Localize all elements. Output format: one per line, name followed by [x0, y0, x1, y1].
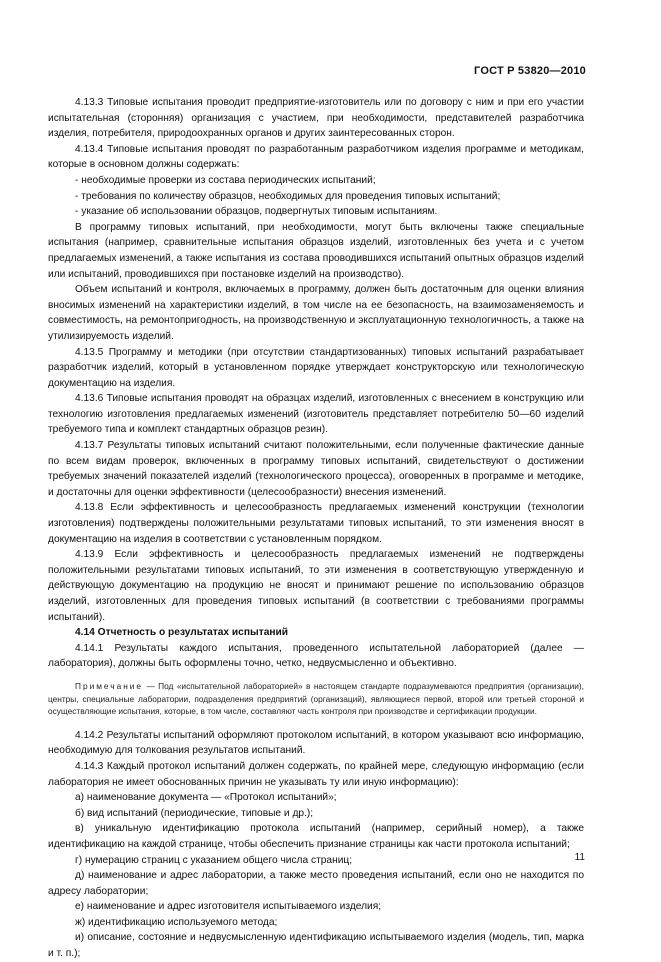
paragraph-4-13-9: 4.13.9 Если эффективность и целесообразность предлагаемых изменений не подтверждены положительными результатами типовых испытаний, то эти изменения в соответствующую утвержденную и действующую документацию на продукцию не вносят и принимают решение по использованию образцов изделий, изготовленных для проведения типовых испытаний (в соответствии с требованиями программы испытаний). — [48, 549, 584, 623]
note — [48, 680, 584, 718]
paragraph-4-13-6: 4.13.6 Типовые испытания проводят на образцах изделий, изготовленных с внесением в конструкцию или технологию изготовления предлагаемых изменений (изготовитель представляет потребителю 50—60 изделий требуемого типа и комплект стандартных образцов резин). — [48, 393, 584, 436]
paragraph-program: В программу типовых испытаний, при необходимости, могут быть включены также специальные испытания (например, сравнительные испытания образцов изделий, изготовленных без учета и с учетом предлагаемых изменений, а также испытания из состава проводившихся испытаний опытных образцов изделий или испытаний, проводившихся при постановке изделий на производство). — [48, 221, 584, 280]
paragraph-volume: Объем испытаний и контроля, включаемых в программу, должен быть достаточным для оценки влияния вносимых изменений на характеристики изделий, в том числе на ее безопасность, на взаимозаменяемость и совместимость, на ремонтопригодность, на производственную и эксплуатационную технологичность, а также на утилизируемость изделий. — [48, 284, 584, 342]
list-item: в) уникальную идентификацию протокола испытаний (например, серийный номер), а также идентификацию на каждой странице, чтобы обеспечить признание страницы как части протокола испытаний; — [48, 823, 584, 850]
paragraph-4-14-2: 4.14.2 Результаты испытаний оформляют протоколом испытаний, в котором указывают всю информацию, необходимую для толкования результатов испытаний. — [48, 729, 584, 757]
list-item: г) нумерацию страниц с указанием общего числа страниц; — [75, 854, 353, 866]
list-item: а) наименование документа — «Протокол испытаний»; — [75, 792, 337, 804]
note-text: — Под «испытательной лабораторией» в настоящем стандарте подразумеваются предприятия (организации), центры, специальные лаборатории, подразделения предприятий (организаций), являющиеся первой, второй или третьей стороной и осуществляющие испытания, которые, в том числе, составляют часть контроля при производстве и сертификации продукции. — [48, 680, 584, 717]
list-item: - необходимые проверки из состава периодических испытаний; — [75, 174, 376, 186]
paragraph-4-13-7: 4.13.7 Результаты типовых испытаний считают положительными, если полученные фактические данные по всем видам проверок, включенных в программу типовых испытаний, свидетельствуют о достижении требуемых значений показателей изделий (технологического процесса), оговоренных в программе и методике, и достаточны для оценки эффективности (целесообразности) внесения изменений. — [48, 440, 584, 498]
note-label: Примечание — [75, 680, 144, 691]
list-item: е) наименование и адрес изготовителя испытываемого изделия; — [75, 901, 382, 913]
paragraph-4-14-3: 4.14.3 Каждый протокол испытаний должен содержать, по крайней мере, следующую информацию (если лаборатория не имеет обоснованных причин не указывать ту или иную информацию): — [48, 760, 584, 788]
standard-header: ГОСТ Р 53820—2010 — [474, 65, 586, 77]
list-item: - указание об использовании образцов, подвергнутых типовым испытаниям. — [75, 206, 438, 218]
section-heading-4-14: 4.14 Отчетность о результатах испытаний — [75, 627, 289, 639]
list-item: ж) идентификацию используемого метода; — [75, 916, 278, 928]
paragraph-4-13-8: 4.13.8 Если эффективность и целесообразность предлагаемых изменений конструкции (технологии изготовления) подтверждены положительными результатами типовых испытаний, то эти изменения вносят в документацию на изделия в соответствии с установленным порядком. — [48, 502, 584, 545]
list-item: д) наименование и адрес лаборатории, а также место проведения испытаний, если оно не находится по адресу лаборатории; — [48, 870, 584, 897]
paragraph-4-13-3: 4.13.3 Типовые испытания проводит предприятие-изготовитель или по договору с ним и при его участии испытательная (сторонняя) организация с участием, при необходимости, представителей разработчика изделия, потребителя, природоохранных органов и других заинтересованных сторон. — [48, 97, 584, 140]
paragraph-4-14-1: 4.14.1 Результаты каждого испытания, проведенного испытательной лабораторией (далее — лаборатория), должны быть оформлены точно, четко, недвусмысленно и объективно. — [48, 642, 584, 670]
list-item: - требования по количеству образцов, необходимых для проведения типовых испытаний; — [75, 190, 501, 202]
document-body — [48, 95, 584, 962]
list-item: б) вид испытаний (периодические, типовые и др.); — [75, 807, 314, 819]
paragraph-4-13-5: 4.13.5 Программу и методики (при отсутствии стандартизованных) типовых испытаний разрабатывает разработчик изделий, который в установленном порядке утверждает конструкторскую или технологическую документацию на изделия. — [48, 346, 584, 389]
list-item: и) описание, состояние и недвусмысленную идентификацию испытываемого изделия (модель, тип, марка и т. п.); — [48, 932, 584, 960]
paragraph-4-13-4: 4.13.4 Типовые испытания проводят по разработанным разработчиком изделия программе и методикам, которые в основном должны содержать: — [48, 143, 584, 171]
page-number: 11 — [574, 852, 585, 863]
